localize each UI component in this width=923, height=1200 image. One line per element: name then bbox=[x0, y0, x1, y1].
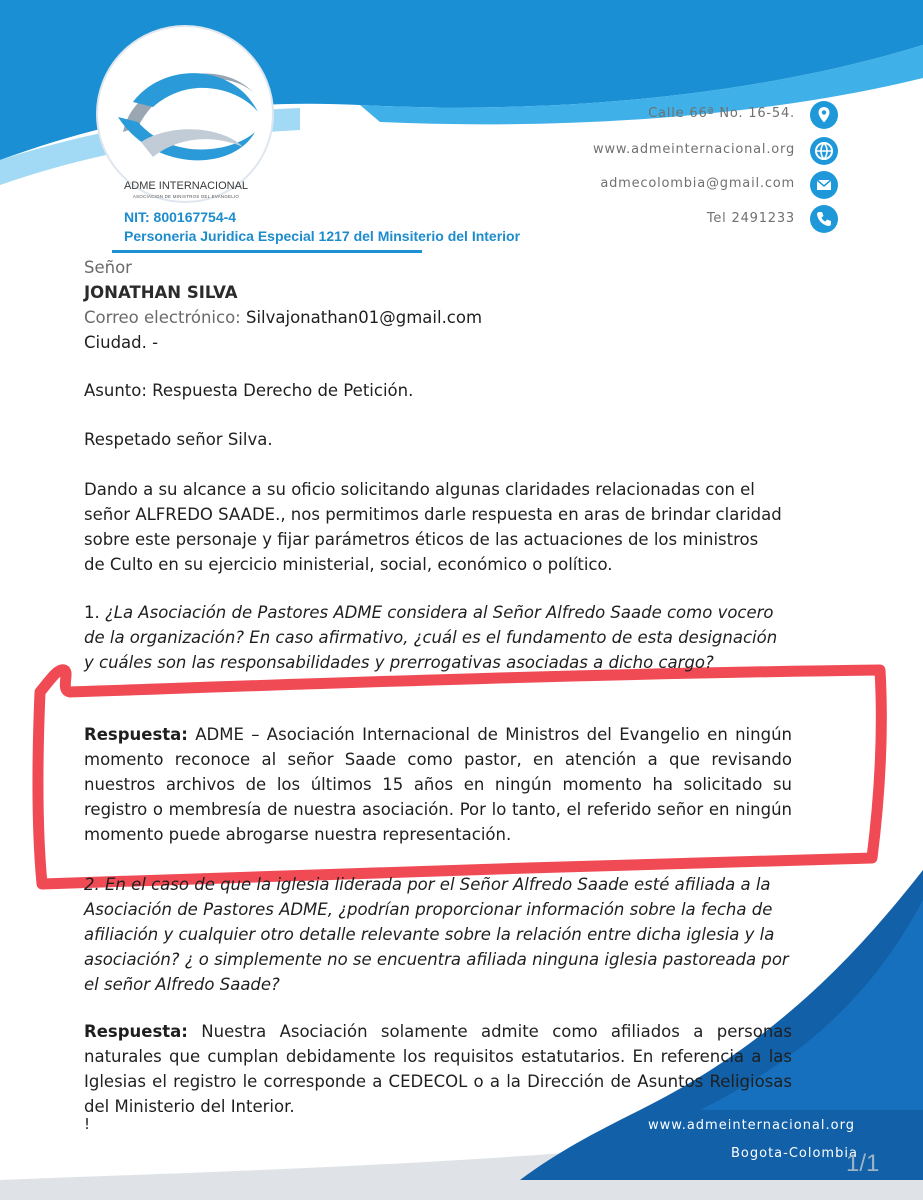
answer-2 bbox=[84, 1019, 792, 1119]
email-label: Correo electrónico: bbox=[84, 308, 241, 327]
recipient-city: Ciudad. - bbox=[84, 333, 159, 352]
letter-greeting: Respetado señor Silva. bbox=[84, 430, 273, 449]
answer-1-label: Respuesta: bbox=[84, 725, 188, 744]
salutation: Señor bbox=[84, 258, 132, 277]
contact-address: Calle 66ª No. 16-54. bbox=[648, 106, 795, 121]
page-number: 1/1 bbox=[846, 1150, 880, 1177]
intro-paragraph: Dando a su alcance a su oficio solicitando algunas claridades relacionadas con el señor ALFREDO SAADE., nos permitimos darle respuesta en aras de brindar claridad sobre este personaje y fijar parámetros éticos de las actuaciones de los ministros de Culto en su ejercicio ministerial, social, económico o político. bbox=[84, 480, 782, 574]
legal-registration: Personeria Juridica Especial 1217 del Minsiterio del Interior bbox=[124, 228, 521, 244]
question-2: 2. En el caso de que la iglesia liderada por el Señor Alfredo Saade esté afiliada a la Asociación de Pastores ADME, ¿podrían proporcionar información sobre la fecha de afiliación y cualquier otro detalle relevante sobre la relación entre dicha iglesia y la asociación? ¿ o simplemente no se encuentra afiliada ninguna iglesia pastoreada por el señor Alfredo Saade? bbox=[84, 875, 789, 994]
phone-icon bbox=[810, 205, 838, 233]
question-1 bbox=[84, 600, 784, 675]
logo-subtitle: ASOCIACION DE MINISTROS DEL EVANGELIO bbox=[132, 194, 240, 199]
contact-email[interactable]: admecolombia@gmail.com bbox=[600, 176, 795, 191]
globe-icon bbox=[810, 137, 838, 165]
footer-website[interactable]: www.admeinternacional.org bbox=[648, 1118, 855, 1133]
trailing-mark: ! bbox=[84, 1115, 91, 1133]
contact-phone: Tel 2491233 bbox=[706, 211, 795, 226]
adme-logo bbox=[93, 22, 277, 206]
nit-number: NIT: 800167754-4 bbox=[124, 209, 237, 225]
header-divider bbox=[112, 250, 422, 253]
location-pin-icon bbox=[810, 101, 838, 129]
answer-2-label: Respuesta: bbox=[84, 1022, 188, 1041]
letter-subject: Asunto: Respuesta Derecho de Petición. bbox=[84, 381, 414, 400]
answer-1-text: ADME – Asociación Internacional de Ministros del Evangelio en ningún momento reconoce al señor Saade como pastor, en atención a que revisando nuestros archivos de los últimos 15 años en ningún momento ha solicitado su registro o membresía de nuestra asociación. Por lo tanto, el referido señor en ningún momento puede abrogarse nuestra representación. bbox=[84, 725, 792, 844]
answer-2-text: Nuestra Asociación solamente admite como afiliados a personas naturales que cumplan debidamente los requisitos estatutarios. En referencia a las Iglesias el registro le corresponde a CEDECOL o a la Dirección de Asuntos Religiosas del Ministerio del Interior. bbox=[84, 1022, 792, 1116]
recipient-email-line bbox=[84, 305, 482, 330]
recipient-name: JONATHAN SILVA bbox=[84, 283, 238, 302]
question-1-text: ¿La Asociación de Pastores ADME considera al Señor Alfredo Saade como vocero de la organización? En caso afirmativo, ¿cuál es el fundamento de esta designación y cuáles son las responsabilidades y prerrogativas asociadas a dicho cargo? bbox=[84, 603, 778, 672]
question-1-number: 1. bbox=[84, 603, 100, 622]
logo-name: ADME INTERNACIONAL bbox=[123, 180, 249, 192]
email-value[interactable]: Silvajonathan01@gmail.com bbox=[245, 308, 483, 327]
answer-1 bbox=[84, 722, 792, 847]
contact-website[interactable]: www.admeinternacional.org bbox=[593, 142, 795, 157]
mail-icon bbox=[810, 171, 838, 199]
footer-city: Bogota-Colombia bbox=[731, 1146, 858, 1161]
